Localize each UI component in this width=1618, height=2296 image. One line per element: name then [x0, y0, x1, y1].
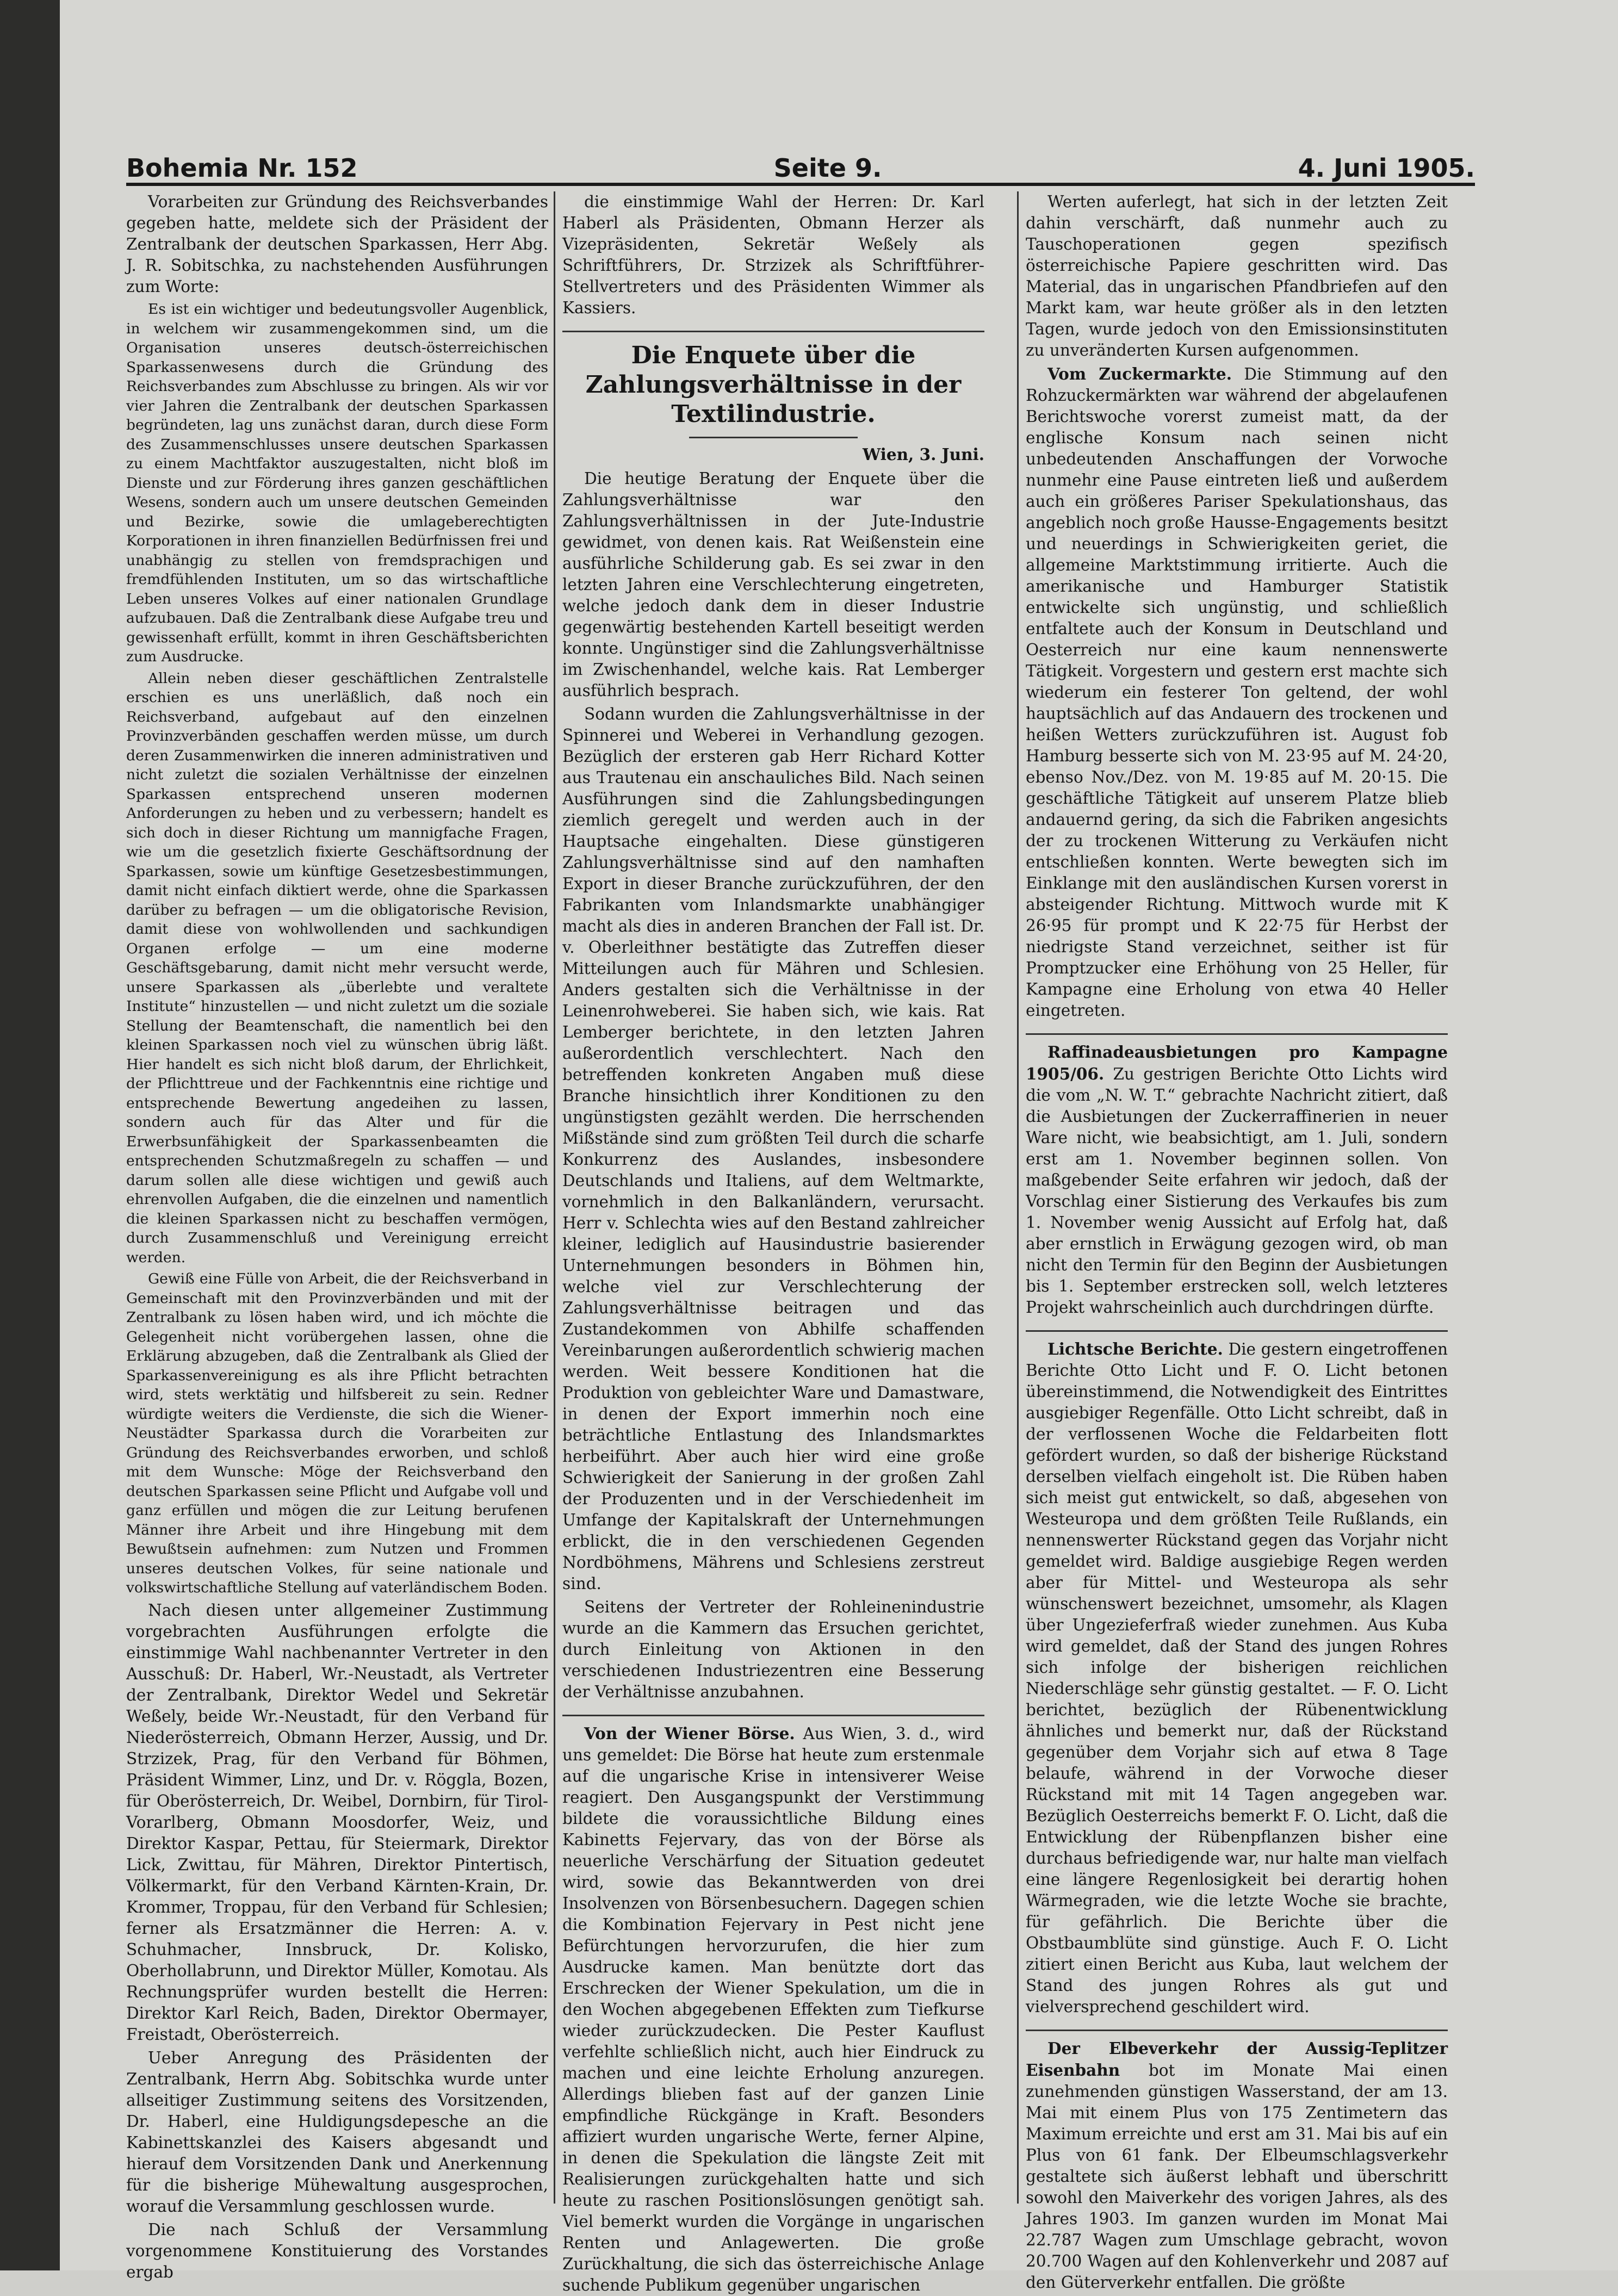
- headline-rule: [689, 437, 858, 438]
- column-1: [126, 191, 548, 2281]
- article-separator: [1026, 1330, 1448, 1332]
- article-paragraph: [1026, 1338, 1448, 2018]
- topic-heading: Lichtsche Berichte.: [1047, 1339, 1223, 1358]
- article-paragraph: die einstimmige Wahl der Herren: Dr. Karl Haberl als Präsidenten, Obmann Herzer als Vizepräsidenten, Sekretär Weßely als Schriftführers, Dr. Strzizek als Schriftführer-Stellvertreters und des Präsidenten Wimmer als Kassiers.: [562, 193, 984, 317]
- article-paragraph: [1026, 1041, 1448, 1318]
- column-divider-1: [554, 191, 555, 2204]
- article-paragraph: Seitens der Vertreter der Rohleinenindustrie wurde an die Kammern das Ersuchen gerichtet, durch Einleitung von Aktionen in den verschiedenen Industriezentren eine Besserung der Verhältnisse anzubahnen.: [562, 1598, 984, 1701]
- header-rule: [126, 183, 1475, 186]
- article-dateline: Wien, 3. Juni.: [863, 445, 984, 464]
- column-3: [1026, 191, 1448, 2292]
- speech-paragraph: Allein neben dieser geschäftlichen Zentralstelle erschien es uns unerläßlich, daß noch ein Reichsverband, aufgebaut auf den einzelnen Provinzverbänden geschaffen werden müsse, um durch deren Zusammenwirken die inneren administrativen und nicht zuletzt die sozialen Verhältnisse der einzelnen Sparkassen entsprechend unseren modernen Anforderungen zu heben und zu verbessern; handelt es sich doch in dieser Richtung um mannigfache Fragen, wie um die gesetzlich fixierte Geschäftsordnung der Sparkassen, sowie um künftige Gesetzesbestimmungen, damit nicht einfach diktiert werde, ohne die Sparkassen darüber zu befragen — um die obligatorische Revision, damit diese von wohlwollenden und sachkundigen Organen erfolge — um eine moderne Geschäftsgebarung, damit nicht mehr versucht werde, unsere Sparkassen als „überlebte und veraltete Institute“ hinzustellen — und nicht zuletzt um die soziale Stellung der Beamtenschaft, die namentlich bei den kleinen Sparkassen noch viel zu wünschen übrig läßt. Hier handelt es sich nicht bloß darum, der Ehrlichkeit, der Pflichttreue und der Fachkenntnis eine richtige und entsprechende Bewertung angedeihen zu lassen, sondern auch für das Alter und für die Erwerbsunfähigkeit der Sparkassenbeamten die entsprechenden Schutzmaßregeln zu schaffen — und darum sollen alle diese wichtigen und gewiß auch ehrenvollen Aufgaben, die die einzelnen und namentlich die kleinen Sparkassen nicht zu beschaffen vermögen, durch Zusammenschluß und Vereinigung erreicht werden.: [126, 669, 548, 1266]
- topic-text: Aus Wien, 3. d., wird uns gemeldet: Die Börse hat heute zum erstenmale auf die ungarische Krise in intensiverer Weise reagiert. Den Ausgangspunkt der Verstimmung bildete die voraussichtliche Bildung eines Kabinetts Fejervary, das von der Börse als neuerliche Verschärfung der Situation gedeutet wird, sowie das Bekanntwerden von drei Insolvenzen von Börsenbesuchern. Dagegen schien die Kombination Fejervary in Pest nicht jene Befürchtungen hervorzurufen, die hier zum Ausdrucke kamen. Man benützte dort das Erschrecken der Wiener Spekulation, um die in den Wochen abgegebenen Effekten zum Tiefkurse wieder zurückzudecken. Die Pester Kauflust verfehlte schließlich nicht, auch hier Eindruck zu machen und eine leichte Erholung anzuregen. Allerdings blieben fast auf der ganzen Linie empfindliche Rückgänge in Kraft. Besonders affiziert wurden ungarische Werte, ferner Alpine, in denen die Spekulation die längste Zeit mit Realisierungen zurückgehalten hatte und sich heute zu raschen Positionslösungen genötigt sah. Viel bemerkt wurden die Vorgänge in ungarischen Renten und Anlagewerten. Die große Zurückhaltung, die sich das österreichische Anlage suchende Publikum gegenüber ungarischen: [562, 1724, 984, 2294]
- article-paragraph: Die nach Schluß der Versammlung vorgenommene Konstituierung des Vorstandes ergab: [126, 2220, 548, 2281]
- page-header: [126, 146, 1475, 183]
- header-page-number: Seite 9.: [773, 153, 882, 183]
- topic-heading: Raffinadeausbietungen pro Kampagne 1905/06.: [1026, 1042, 1448, 1083]
- article-paragraph: Sodann wurden die Zahlungsverhältnisse in der Spinnerei und Weberei in Verhandlung gezogen. Bezüglich der ersteren gab Herr Richard Kotter aus Trautenau ein anschauliches Bild. Nach seinen Ausführungen sind die Zahlungsbedingungen ziemlich geregelt und werden auch in der Hauptsache eingehalten. Diese günstigeren Zahlungsverhältnisse sind auf den namhaften Export in dieser Branche zurückzuführen, der den Fabrikanten vom Inlandsmarkte unabhängiger macht als dies in anderen Branchen der Fall ist. Dr. v. Oberleithner bestätigte das Zutreffen dieser Mitteilungen auch für Mähren und Schlesien. Anders gestalten sich die Verhältnisse in der Leinenrohweberei. Sie haben sich, wie kais. Rat Lemberger berichtete, in den letzten Jahren außerordentlich verschlechtert. Nach den betreffenden konkreten Angaben muß diese Branche hinsichtlich ihrer Konditionen zu den ungünstigsten gezählt werden. Die herrschenden Mißstände sind zum größten Teil durch die scharfe Konkurrenz des Auslandes, insbesondere Deutschlands und Italiens, auf dem Weltmarkte, vornehmlich in den Balkanländern, verursacht. Herr v. Schlechta wies auf den Bestand zahlreicher kleiner, lediglich auf Hausindustrie basierender Unternehmungen besonders in Böhmen hin, welche viel zur Verschlechterung der Zahlungsverhältnisse beitragen und das Zustandekommen von Abhilfe schaffenden Vereinbarungen außerordentlich schwierig machen werden. Weit bessere Konditionen hat die Produktion von gebleichter Ware und Damastware, in denen der Export immerhin noch eine beträchtliche Entlastung des Inlandsmarktes herbeiführt. Aber auch hier wird eine große Schwierigkeit der Sanierung in der großen Zahl der Produzenten und in der Verschiedenheit im Umfange der Kapitalskraft der Unternehmungen erblickt, die in den verschiedenen Gegenden Nordböhmens, Mährens und Schlesiens zerstreut sind.: [562, 705, 984, 1593]
- article-separator: [1026, 2030, 1448, 2031]
- column-2: [562, 191, 984, 2294]
- topic-heading: Der Elbeverkehr der Aussig-Teplitzer Eisenbahn: [1026, 2039, 1448, 2080]
- article-paragraph: Die heutige Beratung der Enquete über die Zahlungsverhältnisse war den Zahlungsverhältnissen in der Jute-Industrie gewidmet, von denen kais. Rat Weißenstein eine ausführliche Schilderung gab. Es sei zwar in den letzten Jahren eine Verschlechterung eingetreten, welche jedoch dank dem in dieser Industrie gegenwärtig bestehenden Kartell beseitigt werden konnte. Ungünstiger sind die Zahlungsverhältnisse im Zwischenhandel, welche kais. Rat Lemberger ausführlich besprach.: [562, 469, 984, 700]
- header-date: 4. Juni 1905.: [1298, 153, 1475, 183]
- article-paragraph: Ueber Anregung des Präsidenten der Zentralbank, Herrn Abg. Sobitschka wurde unter allseitiger Zustimmung seitens des Vorsitzenden, Dr. Haberl, eine Huldigungsdepesche an die Kabinettskanzlei des Kaisers abgesandt und hierauf dem Vorsitzenden Dank und Anerkennung für die bisherige Mühewaltung ausgesprochen, worauf die Versammlung geschlossen wurde.: [126, 2048, 548, 2216]
- article-separator: [562, 1715, 984, 1716]
- article-paragraph: [1026, 363, 1448, 1021]
- topic-text: Die Stimmung auf den Rohzuckermärkten war während der abgelaufenen Berichtswoche vorerst zumeist matt, da der englische Konsum nach seinen nicht unbedeutenden Anschaffungen der Vorwoche nunmehr eine Pause eintreten ließ und außerdem auch ein größeres Pariser Spekulationshaus, das angeblich noch große Hausse-Engagements besitzt und neuerdings in Schwierigkeiten geriet, die allgemeine Marktstimmung irritierte. Auch die amerikanische und Hamburger Statistik entwickelte sich ungünstig, und schließlich entfaltete auch der Konsum in Deutschland und Oesterreich nur eine kaum nennenswerte Tätigkeit. Vorgestern und gestern erst machte sich wiederum ein festerer Ton geltend, der wohl hauptsächlich auf das Andauern des trockenen und heißen Wetters zurückzuführen ist. August fob Hamburg besserte sich von M. 23·95 auf M. 24·20, ebenso Nov./Dez. von M. 19·85 auf M. 20·15. Die geschäftliche Tätigkeit auf unserem Platze blieb andauernd gering, da sich die Fabriken angesichts der zu trockenen Witterung zu Verkäufen nicht entschließen konnten. Werte bewegten sich im Einklange mit den ausländischen Kursen vorerst in absteigender Richtung. Mittwoch wurde mit K 26·95 für prompt und K 22·75 für Herbst der niedrigste Stand verzeichnet, seither ist für Promptzucker eine Erhöhung von 25 Heller, für Kampagne eine Erholung von etwa 40 Heller eingetreten.: [1026, 365, 1448, 1020]
- column-divider-2: [1017, 191, 1019, 2204]
- speech-paragraph: Gewiß eine Fülle von Arbeit, die der Reichsverband in Gemeinschaft mit den Provinzverbänden und mit der Zentralbank zu lösen haben wird, und ich möchte die Gelegenheit nicht vorübergehen lassen, ohne die Erklärung abzugeben, daß die Zentralbank als Glied der Sparkassenvereinigung es als ihre Pflicht betrachten wird, stets werktätig und hilfsbereit zu sein. Redner würdigte weiters die Verdienste, die sich die Wiener-Neustädter Sparkassa durch die Vorarbeiten zur Gründung des Reichsverbandes erworben, und schloß mit dem Wunsche: Möge der Reichsverband den deutschen Sparkassen seine Pflicht und Aufgabe voll und ganz erfüllen und mögen die zur Leitung berufenen Männer ihre Arbeit und ihre Hingebung mit dem Bewußtsein aufnehmen: zum Nutzen und Frommen unseres deutschen Volkes, für seine nationale und volkswirtschaftliche Stellung auf vaterländischem Boden.: [126, 1270, 548, 1596]
- article-separator: [562, 331, 984, 332]
- article-paragraph: Werten auferlegt, hat sich in der letzten Zeit dahin verschärft, daß nunmehr auch zu Tauschoperationen gegen spezifisch österreichische Papiere geschritten wird. Das Material, das in ungarischen Pfandbriefen auf den Markt kam, war heute größer als in den letzten Tagen, wurde jedoch von den Emissionsinstituten zu unveränderten Kursen aufgenommen.: [1026, 193, 1448, 359]
- article-separator: [1026, 1033, 1448, 1035]
- article-paragraph: [1026, 2038, 1448, 2293]
- article-paragraph: [562, 1723, 984, 2296]
- article-paragraph: Vorarbeiten zur Gründung des Reichsverbandes gegeben hatte, meldete sich der Präsident der Zentralbank der deutschen Sparkassen, Herr Abg. J. R. Sobitschka, zu nachstehenden Ausführungen zum Worte:: [126, 193, 548, 296]
- article-headline: Die Enquete über die Zahlungsverhältnisse in der Textilindustrie.: [585, 342, 962, 428]
- topic-text: Die gestern eingetroffenen Berichte Otto Licht und F. O. Licht betonen übereinstimmend, die Notwendigkeit des Eintrittes ausgiebiger Regenfälle. Otto Licht schreibt, daß in der verflossenen Woche die Feldarbeiten flott gefördert wurden, so daß der bisherige Rückstand derselben vielfach eingeholt ist. Die Rüben haben sich meist gut entwickelt, so daß, abgesehen von Westeuropa und dem größten Teile Rußlands, ein nennenswerter Rückstand gegen das Vorjahr nicht gemeldet wird. Baldige ausgiebige Regen werden aber für Mittel- und Westeuropa als sehr wünschenswert bezeichnet, umsomehr, als Klagen über Ungezieferfraß wieder zunehmen. Aus Kuba wird gemeldet, daß der Stand des jungen Rohres sich infolge der bisherigen reichlichen Niederschläge sehr günstig gestaltet. — F. O. Licht berichtet, bezüglich der Rübenentwicklung ähnliches und bemerkt nur, daß der Rückstand gegenüber dem Vorjahr sich auf etwa 8 Tage belaufe, während in der Vorwoche dieser Rückstand mit mit 14 Tagen angegeben war. Bezüglich Oesterreichs bemerkt F. O. Licht, daß die Entwicklung der Rübenpflanzen bisher eine durchaus befriedigende war, nur halte man vielfach eine längere Regenlosigkeit bei derartig hohen Wärmegraden, wie die letzte Woche sie brachte, für gefährlich. Die Berichte über die Obstbaumblüte sind günstige. Auch F. O. Licht zitiert einen Bericht aus Kuba, laut welchem der Stand des jungen Rohres als gut und vielversprechend geschildert wird.: [1026, 1340, 1448, 2016]
- topic-heading: Vom Zuckermarkte.: [1047, 364, 1232, 383]
- topic-text: bot im Monate Mai einen zunehmenden günstigen Wasserstand, der am 13. Mai mit einem Plus von 175 Zentimetern das Maximum erreichte und erst am 31. Mai bis auf ein Plus von 61 fank. Der Elbeumschlagsverkehr gestaltete sich äußerst lebhaft und überschritt sowohl den Maiverkehr des vorigen Jahres, als des Jahres 1903. Im ganzen wurden im Monat Mai 22.787 Wagen zum Umschlage gebracht, wovon 20.700 Wagen auf den Kohlenverkehr und 2087 auf den Güterverkehr entfallen. Die größte: [1026, 2061, 1448, 2292]
- topic-text: Zu gestrigen Berichte Otto Lichts wird die vom „N. W. T.“ gebrachte Nachricht zitiert, daß die Ausbietungen der Zuckerraffinerien in neuer Ware nicht, wie beabsichtigt, am 1. Juli, sondern erst am 1. November beginnen sollen. Von maßgebender Seite erfahren wir jedoch, daß der Vorschlag einer Sistierung des Verkaufes bis zum 1. November wenig Aussicht auf Erfolg hat, daß aber ernstlich in Erwägung gezogen wird, ob man nicht den Termin für den Beginn der Ausbietungen bis 1. September erstrecken soll, welch letzteres Projekt wahrscheinlich auch durchdringen dürfte.: [1026, 1065, 1448, 1317]
- scan-gutter: [0, 0, 60, 2270]
- speech-paragraph: Es ist ein wichtiger und bedeutungsvoller Augenblick, in welchem wir zusammengekommen sind, um die Organisation unseres deutsch-österreichischen Sparkassenwesens durch die Gründung des Reichsverbandes zum Abschlusse zu bringen. Als wir vor vier Jahren die Zentralbank der deutschen Sparkassen begründeten, lag uns zunächst daran, durch diese Form des Zusammenschlusses unsere deutschen Sparkassen zu einem Machtfaktor auszugestalten, nicht bloß im Dienste und zur Förderung ihres ganzen geschäftlichen Wesens, sondern auch um unsere deutschen Gemeinden und Bezirke, sowie die umlageberechtigten Korporationen in ihren finanziellen Bedürfnissen frei und unabhängig zu stellen von fremdsprachigen und fremdfühlenden Instituten, um so das wirtschaftliche Leben unseres Volkes auf einer nationalen Grundlage aufzubauen. Daß die Zentralbank diese Aufgabe treu und gewissenhaft erfüllt, kommt in ihren Geschäftsberichten zum Ausdrucke.: [126, 301, 548, 665]
- article-paragraph: Nach diesen unter allgemeiner Zustimmung vorgebrachten Ausführungen erfolgte die einstimmige Wahl nachbenannter Vertreter in den Ausschuß: Dr. Haberl, Wr.-Neustadt, als Vertreter der Zentralbank, Direktor Wedel und Sekretär Weßely, beide Wr.-Neustadt, für den Verband für Niederösterreich, Obmann Herzer, Aussig, und Dr. Strzizek, Prag, für den Verband für Böhmen, Präsident Wimmer, Linz, und Dr. v. Röggla, Bozen, für Oberösterreich, Dr. Weibel, Dornbirn, für Tirol-Vorarlberg, Obmann Moosdorfer, Weiz, und Direktor Kaspar, Pettau, für Steiermark, Direktor Lick, Zwittau, für Mähren, Direktor Pintertisch, Völkermarkt, für den Verband Kärnten-Krain, Dr. Krommer, Troppau, für den Verband für Schlesien; ferner als Ersatzmänner die Herren: A. v. Schuhmacher, Innsbruck, Dr. Kolisko, Oberhollabrunn, und Direktor Müller, Komotau. Als Rechnungsprüfer wurden bestellt die Herren: Direktor Karl Reich, Baden, Direktor Obermayer, Freistadt, Oberösterreich.: [126, 1600, 548, 2044]
- topic-heading: Von der Wiener Börse.: [584, 1724, 795, 1743]
- header-issue: Bohemia Nr. 152: [126, 153, 358, 183]
